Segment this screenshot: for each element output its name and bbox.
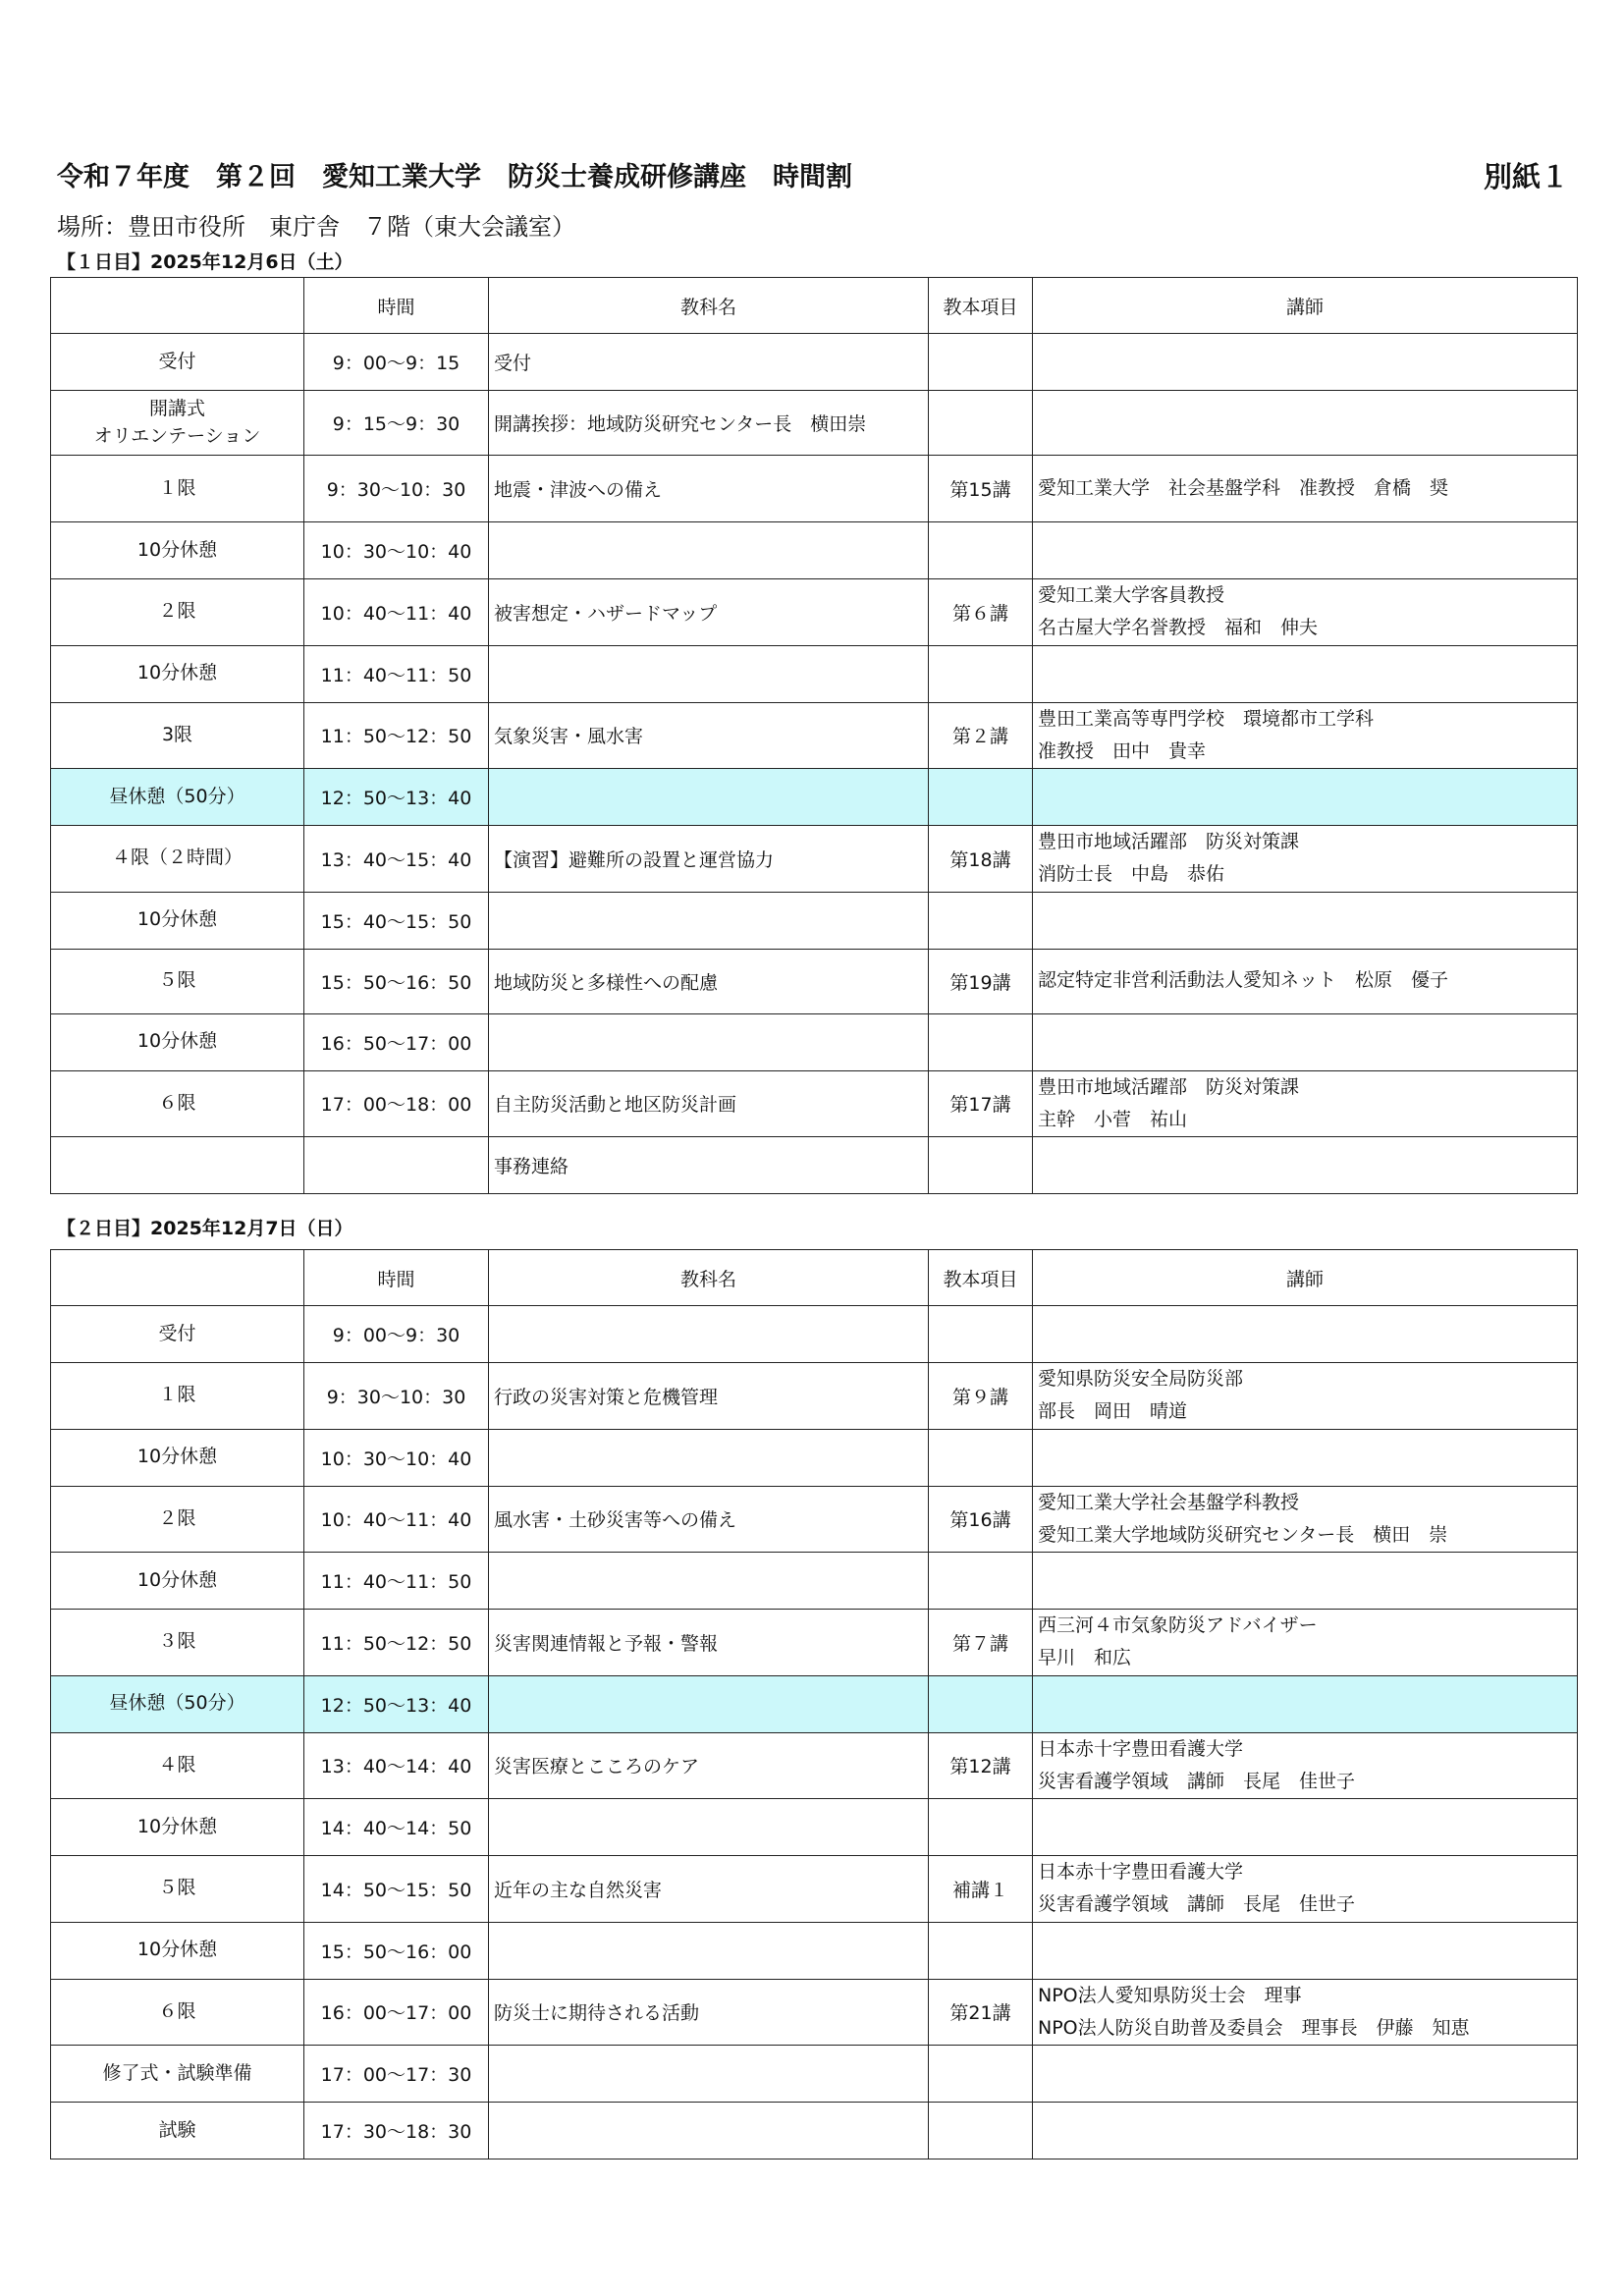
session-label-cell <box>51 456 304 522</box>
textbook-item-cell <box>929 1675 1033 1732</box>
table-row <box>51 949 1578 1013</box>
header-label <box>51 1250 304 1306</box>
textbook-item-cell <box>929 645 1033 702</box>
time-cell: 9：15〜9：30 <box>304 391 489 456</box>
time-cell: 13：40〜15：40 <box>304 826 489 893</box>
session-label-cell <box>51 1979 304 2046</box>
textbook-item-cell <box>929 1013 1033 1070</box>
instructor-cell <box>1033 769 1578 826</box>
header-instructor: 講師 <box>1033 278 1578 334</box>
location-text: 場所：豊田市役所 東庁舎 ７階（東大会議室） <box>57 213 575 241</box>
instructor-cell <box>1033 949 1578 1013</box>
textbook-item-cell <box>929 2103 1033 2159</box>
textbook-item-cell <box>929 1429 1033 1486</box>
header-instructor: 講師 <box>1033 1250 1578 1306</box>
time-cell: 10：30〜10：40 <box>304 1429 489 1486</box>
subject-cell <box>489 1429 929 1486</box>
table-row <box>51 1363 1578 1430</box>
table-row <box>51 1675 1578 1732</box>
textbook-item-cell: 第19講 <box>929 949 1033 1013</box>
instructor-cell <box>1033 2046 1578 2103</box>
textbook-item-cell: 第７講 <box>929 1610 1033 1676</box>
subject-cell <box>489 1799 929 1856</box>
session-label: 10分休憩 <box>136 662 218 684</box>
textbook-item-cell <box>929 1922 1033 1979</box>
textbook-item-cell <box>929 1137 1033 1194</box>
header-time: 時間 <box>304 278 489 334</box>
session-label-cell <box>51 1610 304 1676</box>
textbook-item-cell: 第15講 <box>929 456 1033 522</box>
subject-cell <box>489 1306 929 1363</box>
subject-cell <box>489 1922 929 1979</box>
textbook-item-cell: 補講１ <box>929 1856 1033 1923</box>
table-row <box>51 334 1578 391</box>
instructor-cell <box>1033 391 1578 456</box>
instructor-cell <box>1033 1979 1578 2046</box>
table-row <box>51 1979 1578 2046</box>
time-cell: 15：50〜16：00 <box>304 1922 489 1979</box>
session-label: 10分休憩 <box>136 1815 218 1837</box>
textbook-item-cell <box>929 334 1033 391</box>
subject-cell: 【演習】避難所の設置と運営協力 <box>489 826 929 893</box>
session-label-cell <box>51 1486 304 1553</box>
session-label: 10分休憩 <box>136 1030 218 1053</box>
session-label: 昼休憩（50分） <box>109 785 245 807</box>
session-label-cell <box>51 522 304 579</box>
subject-cell: 災害関連情報と予報・警報 <box>489 1610 929 1676</box>
table-row <box>51 1799 1578 1856</box>
day2-schedule-table <box>50 1249 1578 2159</box>
table-row <box>51 702 1578 769</box>
instructor-line: 主幹 小菅 祐山 <box>1038 1108 1188 1130</box>
session-label-cell <box>51 1732 304 1799</box>
table-row <box>51 1306 1578 1363</box>
instructor-cell <box>1033 334 1578 391</box>
time-cell: 16：50〜17：00 <box>304 1013 489 1070</box>
table-row <box>51 1070 1578 1137</box>
table-row <box>51 1486 1578 1553</box>
table-header-row <box>51 278 1578 334</box>
time-cell: 17：00〜18：00 <box>304 1070 489 1137</box>
table-row <box>51 1137 1578 1194</box>
instructor-cell <box>1033 1610 1578 1676</box>
time-cell: 10：40〜11：40 <box>304 1486 489 1553</box>
instructor-line: 名古屋大学名誉教授 福和 伸夫 <box>1038 617 1319 639</box>
textbook-item-cell: 第２講 <box>929 702 1033 769</box>
instructor-line: 愛知工業大学客員教授 <box>1038 584 1225 606</box>
table-row <box>51 1553 1578 1610</box>
header-item: 教本項目 <box>929 278 1033 334</box>
instructor-cell <box>1033 522 1578 579</box>
table-row <box>51 1732 1578 1799</box>
session-label: 受付 <box>158 1322 196 1344</box>
textbook-item-cell: 第17講 <box>929 1070 1033 1137</box>
textbook-item-cell: 第９講 <box>929 1363 1033 1430</box>
instructor-cell <box>1033 1799 1578 1856</box>
table-row <box>51 1610 1578 1676</box>
session-label-cell <box>51 1675 304 1732</box>
session-label: ２限 <box>158 1506 196 1529</box>
subject-cell: 受付 <box>489 334 929 391</box>
instructor-line: 豊田市地域活躍部 防災対策課 <box>1038 1075 1300 1098</box>
instructor-line: 消防士長 中島 恭佑 <box>1038 863 1225 886</box>
textbook-item-cell <box>929 1553 1033 1610</box>
session-label: ４限 <box>158 1753 196 1776</box>
time-cell: 11：50〜12：50 <box>304 1610 489 1676</box>
session-label: 受付 <box>158 350 196 372</box>
instructor-cell <box>1033 2103 1578 2159</box>
subject-cell: 自主防災活動と地区防災計画 <box>489 1070 929 1137</box>
subject-cell: 事務連絡 <box>489 1137 929 1194</box>
time-cell: 9：30〜10：30 <box>304 1363 489 1430</box>
session-label-cell <box>51 826 304 893</box>
table-row <box>51 522 1578 579</box>
instructor-line: 災害看護学領域 講師 長尾 佳世子 <box>1038 1770 1356 1792</box>
header-label <box>51 278 304 334</box>
textbook-item-cell: 第21講 <box>929 1979 1033 2046</box>
subject-cell <box>489 522 929 579</box>
instructor-line: 災害看護学領域 講師 長尾 佳世子 <box>1038 1893 1356 1916</box>
instructor-line: 愛知県防災安全局防災部 <box>1038 1368 1244 1390</box>
subject-cell: 開講挨拶：地域防災研究センター長 横田崇 <box>489 391 929 456</box>
table-row <box>51 769 1578 826</box>
subject-cell: 災害医療とこころのケア <box>489 1732 929 1799</box>
time-cell: 13：40〜14：40 <box>304 1732 489 1799</box>
table-row <box>51 2103 1578 2159</box>
subject-cell: 行政の災害対策と危機管理 <box>489 1363 929 1430</box>
subject-cell <box>489 645 929 702</box>
table-row <box>51 456 1578 522</box>
time-cell: 17：00〜17：30 <box>304 2046 489 2103</box>
subject-cell <box>489 769 929 826</box>
time-cell: 9：00〜9：30 <box>304 1306 489 1363</box>
session-label: ６限 <box>158 1999 196 2022</box>
instructor-cell <box>1033 826 1578 893</box>
subject-cell <box>489 1553 929 1610</box>
instructor-line: 愛知工業大学社会基盤学科教授 <box>1038 1491 1300 1513</box>
session-label-cell <box>51 1429 304 1486</box>
table-row <box>51 826 1578 893</box>
instructor-cell <box>1033 702 1578 769</box>
instructor-line: 日本赤十字豊田看護大学 <box>1038 1737 1244 1760</box>
subject-cell <box>489 892 929 949</box>
instructor-line: 豊田市地域活躍部 防災対策課 <box>1038 831 1300 852</box>
session-label: ２限 <box>158 600 196 623</box>
session-label-cell <box>51 579 304 646</box>
day2-heading: 【２日目】2025年12月7日（日） <box>57 1218 353 1239</box>
header-time: 時間 <box>304 1250 489 1306</box>
instructor-cell <box>1033 892 1578 949</box>
table-row <box>51 1856 1578 1923</box>
time-cell: 9：00〜9：15 <box>304 334 489 391</box>
session-label-cell <box>51 1306 304 1363</box>
session-label-cell <box>51 1553 304 1610</box>
instructor-line: NPO法人防災自助普及委員会 理事長 伊藤 知恵 <box>1038 2016 1470 2039</box>
instructor-cell <box>1033 1363 1578 1430</box>
table-row <box>51 1013 1578 1070</box>
session-label: 10分休憩 <box>136 538 218 561</box>
page-title: 令和７年度 第２回 愛知工業大学 防災士養成研修講座 時間割 <box>57 162 852 192</box>
textbook-item-cell <box>929 391 1033 456</box>
session-label: 昼休憩（50分） <box>109 1692 245 1715</box>
session-label-cell <box>51 702 304 769</box>
time-cell: 14：50〜15：50 <box>304 1856 489 1923</box>
instructor-cell <box>1033 1013 1578 1070</box>
session-label: 10分休憩 <box>136 908 218 931</box>
textbook-item-cell <box>929 1306 1033 1363</box>
instructor-cell <box>1033 1675 1578 1732</box>
instructor-cell <box>1033 1486 1578 1553</box>
session-label: 試験 <box>158 2118 196 2141</box>
session-label: ３限 <box>158 1630 196 1653</box>
table-header-row <box>51 1250 1578 1306</box>
session-label-cell <box>51 391 304 456</box>
textbook-item-cell <box>929 769 1033 826</box>
session-label-cell <box>51 1856 304 1923</box>
textbook-item-cell: 第12講 <box>929 1732 1033 1799</box>
session-label-cell <box>51 1363 304 1430</box>
subject-cell: 被害想定・ハザードマップ <box>489 579 929 646</box>
session-label: ５限 <box>158 969 196 992</box>
instructor-cell <box>1033 1732 1578 1799</box>
instructor-line: NPO法人愛知県防災士会 理事 <box>1038 1984 1302 2006</box>
session-label: 10分休憩 <box>136 1939 218 1961</box>
session-label-cell <box>51 949 304 1013</box>
subject-cell <box>489 2103 929 2159</box>
textbook-item-cell <box>929 1799 1033 1856</box>
instructor-line: 愛知工業大学地域防災研究センター長 横田 崇 <box>1038 1523 1448 1546</box>
attachment-label: 別紙１ <box>1483 160 1569 193</box>
instructor-line: 日本赤十字豊田看護大学 <box>1038 1861 1244 1883</box>
session-label: オリエンテーション <box>93 424 261 447</box>
time-cell: 16：00〜17：00 <box>304 1979 489 2046</box>
instructor-line: 西三河４市気象防災アドバイザー <box>1038 1614 1318 1636</box>
time-cell: 15：40〜15：50 <box>304 892 489 949</box>
instructor-line: 認定特定非営利活動法人愛知ネット 松原 優子 <box>1038 969 1449 992</box>
session-label-cell <box>51 1799 304 1856</box>
time-cell: 11：40〜11：50 <box>304 1553 489 1610</box>
session-label-cell <box>51 2046 304 2103</box>
time-cell: 12：50〜13：40 <box>304 769 489 826</box>
session-label: ５限 <box>158 1877 196 1899</box>
session-label: 3限 <box>161 723 193 745</box>
time-cell: 12：50〜13：40 <box>304 1675 489 1732</box>
table-row <box>51 1429 1578 1486</box>
instructor-cell <box>1033 1856 1578 1923</box>
subject-cell: 気象災害・風水害 <box>489 702 929 769</box>
subject-cell <box>489 1013 929 1070</box>
session-label: １限 <box>158 476 196 499</box>
session-label-cell <box>51 645 304 702</box>
instructor-cell <box>1033 456 1578 522</box>
time-cell: 14：40〜14：50 <box>304 1799 489 1856</box>
table-row <box>51 2046 1578 2103</box>
instructor-cell <box>1033 1429 1578 1486</box>
session-label-cell <box>51 334 304 391</box>
table-row <box>51 1922 1578 1979</box>
time-cell: 10：40〜11：40 <box>304 579 489 646</box>
session-label: １限 <box>158 1384 196 1406</box>
time-cell: 10：30〜10：40 <box>304 522 489 579</box>
time-cell: 9：30〜10：30 <box>304 456 489 522</box>
session-label-cell <box>51 1070 304 1137</box>
table-row <box>51 645 1578 702</box>
subject-cell: 風水害・土砂災害等への備え <box>489 1486 929 1553</box>
instructor-cell <box>1033 645 1578 702</box>
table-row <box>51 391 1578 456</box>
instructor-line: 准教授 田中 貴幸 <box>1038 739 1207 762</box>
header-item: 教本項目 <box>929 1250 1033 1306</box>
day2-rows <box>51 1306 1578 2159</box>
header-subject: 教科名 <box>489 278 929 334</box>
textbook-item-cell <box>929 892 1033 949</box>
time-cell: 17：30〜18：30 <box>304 2103 489 2159</box>
instructor-line: 愛知工業大学 社会基盤学科 准教授 倉橋 奨 <box>1038 476 1449 499</box>
instructor-line: 豊田工業高等専門学校 環境都市工学科 <box>1038 707 1375 730</box>
instructor-cell <box>1033 1306 1578 1363</box>
instructor-cell <box>1033 1137 1578 1194</box>
session-label: 開講式 <box>148 397 205 419</box>
textbook-item-cell <box>929 522 1033 579</box>
session-label: ４限（２時間） <box>111 847 243 869</box>
table-row <box>51 892 1578 949</box>
time-cell: 11：50〜12：50 <box>304 702 489 769</box>
session-label-cell <box>51 1137 304 1194</box>
day1-rows <box>51 334 1578 1194</box>
instructor-cell <box>1033 1070 1578 1137</box>
session-label: 10分休憩 <box>136 1446 218 1468</box>
instructor-line: 早川 和広 <box>1038 1647 1132 1669</box>
subject-cell: 防災士に期待される活動 <box>489 1979 929 2046</box>
instructor-cell <box>1033 1553 1578 1610</box>
session-label: 10分休憩 <box>136 1568 218 1591</box>
session-label: ６限 <box>158 1091 196 1114</box>
instructor-cell <box>1033 1922 1578 1979</box>
time-cell: 15：50〜16：50 <box>304 949 489 1013</box>
subject-cell: 地域防災と多様性への配慮 <box>489 949 929 1013</box>
textbook-item-cell <box>929 2046 1033 2103</box>
subject-cell: 地震・津波への備え <box>489 456 929 522</box>
subject-cell <box>489 2046 929 2103</box>
session-label: 修了式・試験準備 <box>102 2061 252 2084</box>
subject-cell <box>489 1675 929 1732</box>
session-label-cell <box>51 1922 304 1979</box>
table-row <box>51 579 1578 646</box>
session-label-cell <box>51 2103 304 2159</box>
instructor-line: 部長 岡田 晴道 <box>1038 1400 1188 1423</box>
session-label-cell <box>51 1013 304 1070</box>
day1-heading: 【１日目】2025年12月6日（土） <box>57 251 353 273</box>
textbook-item-cell: 第６講 <box>929 579 1033 646</box>
subject-cell: 近年の主な自然災害 <box>489 1856 929 1923</box>
instructor-cell <box>1033 579 1578 646</box>
time-cell: 11：40〜11：50 <box>304 645 489 702</box>
textbook-item-cell: 第18講 <box>929 826 1033 893</box>
session-label-cell <box>51 892 304 949</box>
header-subject: 教科名 <box>489 1250 929 1306</box>
time-cell <box>304 1137 489 1194</box>
day1-schedule-table <box>50 277 1578 1194</box>
textbook-item-cell: 第16講 <box>929 1486 1033 1553</box>
session-label-cell <box>51 769 304 826</box>
